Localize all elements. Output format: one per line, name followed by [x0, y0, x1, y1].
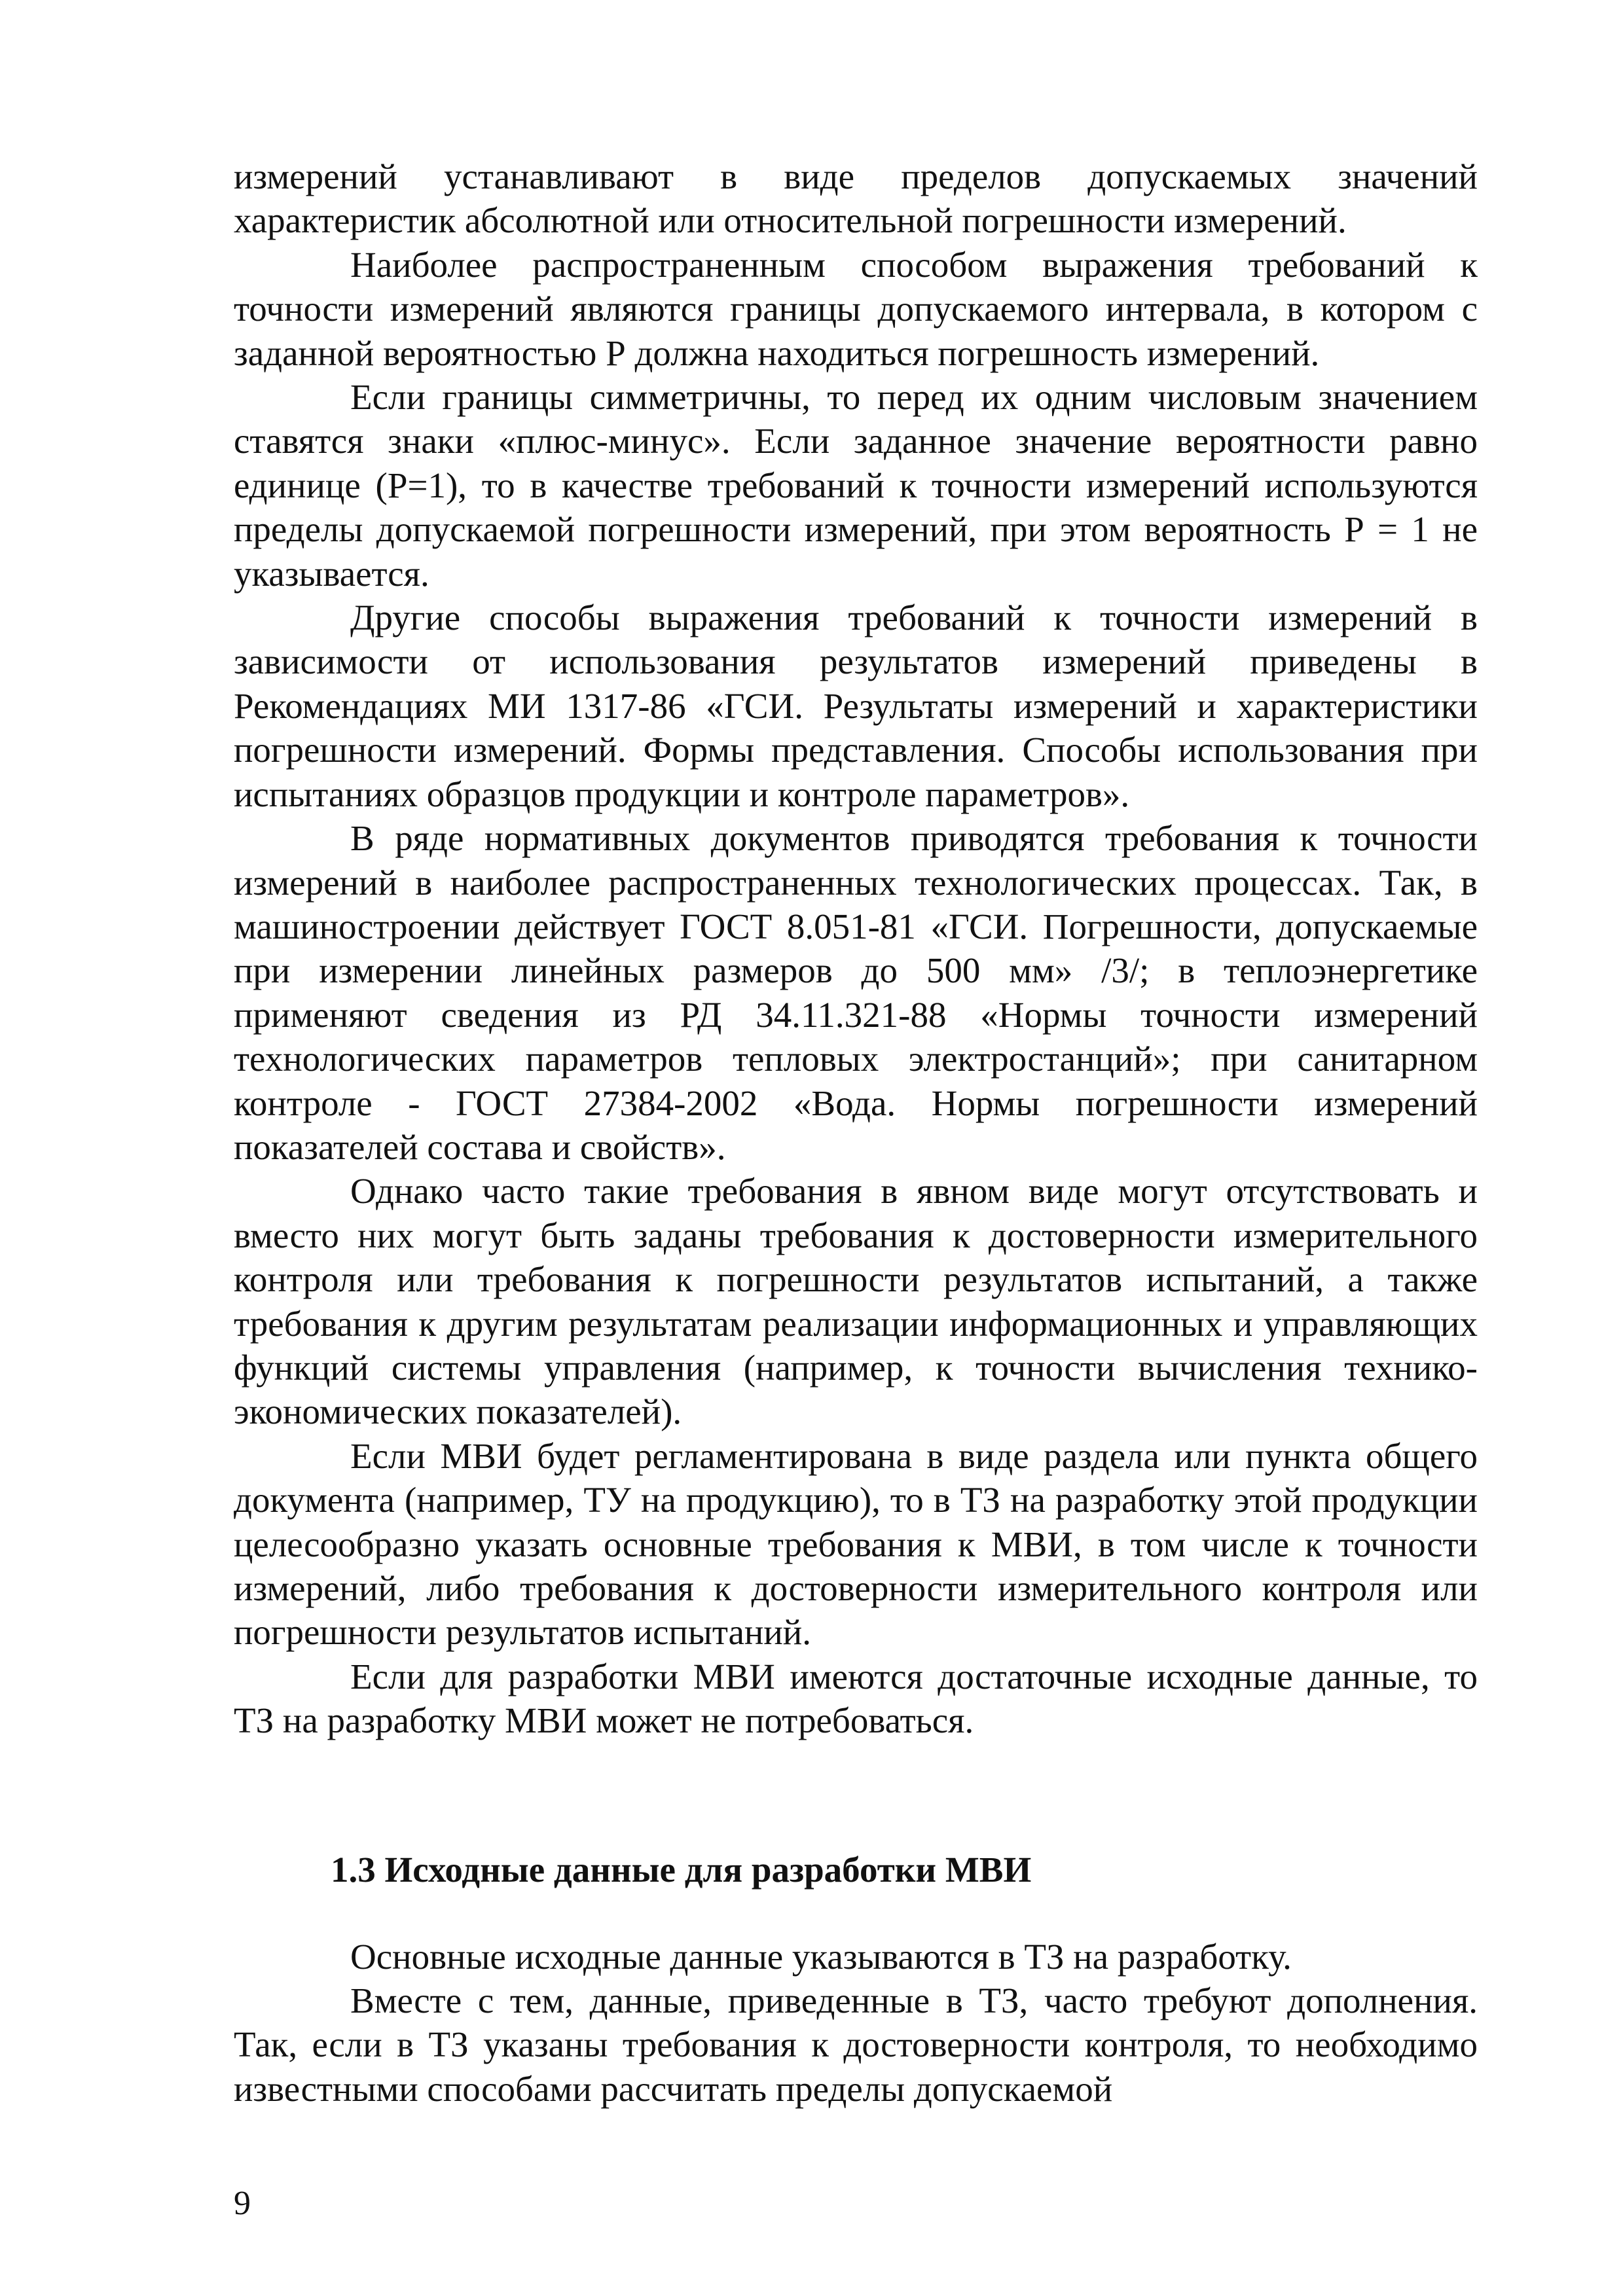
paragraph-10: Вместе с тем, данные, приведенные в ТЗ, часто требуют дополнения. Так, если в ТЗ указаны требования к достоверности контроля, то необходимо известными способами рассчитать пределы допускаемой: [234, 1981, 1478, 2109]
paragraph-5: В ряде нормативных документов приводятся требования к точности измерений в наиболее распространенных технологических процессах. Так, в машиностроении действует ГОСТ 8.051-81 «ГСИ. Погрешности, допускаемые при измерении линейных размеров до 500 мм» /3/; в теплоэнергетике применяют сведения из РД 34.11.321-88 «Нормы точности измерений технологических параметров тепловых электростанций»; при санитарном контроле - ГОСТ 27384-2002 «Вода. Нормы погрешности измерений показателей состава и свойств».: [234, 818, 1478, 1167]
paragraph-4: Другие способы выражения требований к точности измерений в зависимости от использования результатов измерений приведены в Рекомендациях МИ 1317-86 «ГСИ. Результаты измерений и характеристики погрешности измерений. Формы представления. Способы использования при испытаниях образцов продукции и контроле параметров».: [234, 598, 1478, 814]
paragraph-1: измерений устанавливают в виде пределов допускаемых значений характеристик абсолютной или относительной погрешности измерений.: [234, 156, 1478, 241]
page-number: 9: [234, 2185, 251, 2222]
document-page: [234, 154, 1478, 2111]
paragraph-2: Наиболее распространенным способом выражения требований к точности измерений являются границы допускаемого интервала, в котором с заданной вероятностью Р должна находиться погрешность измерений.: [234, 244, 1478, 373]
paragraph-7: Если МВИ будет регламентирована в виде раздела или пункта общего документа (например, ТУ на продукцию), то в ТЗ на разработку этой продукции целесообразно указать основные требования к МВИ, в том числе к точности измерений, либо требования к достоверности измерительного контроля или погрешности результатов испытаний.: [234, 1435, 1478, 1653]
paragraph-9: Основные исходные данные указываются в ТЗ на разработку.: [350, 1936, 1292, 1977]
paragraph-6: Однако часто такие требования в явном виде могут отсутствовать и вместо них могут быть заданы требования к достоверности измерительного контроля или требования к погрешности результатов испытаний, а также требования к другим результатам реализации информационных и управляющих функций системы управления (например, к точности вычисления технико-экономических показателей).: [234, 1171, 1478, 1432]
section-heading: 1.3 Исходные данные для разработки МВИ: [331, 1849, 1032, 1890]
paragraph-8: Если для разработки МВИ имеются достаточные исходные данные, то ТЗ на разработку МВИ может не потребоваться.: [234, 1656, 1478, 1741]
paragraph-3: Если границы симметричны, то перед их одним числовым значением ставятся знаки «плюс-минус». Если заданное значение вероятности равно единице (Р=1), то в качестве требований к точности измерений используются пределы допускаемой погрешности измерений, при этом вероятность Р = 1 не указывается.: [234, 377, 1478, 594]
